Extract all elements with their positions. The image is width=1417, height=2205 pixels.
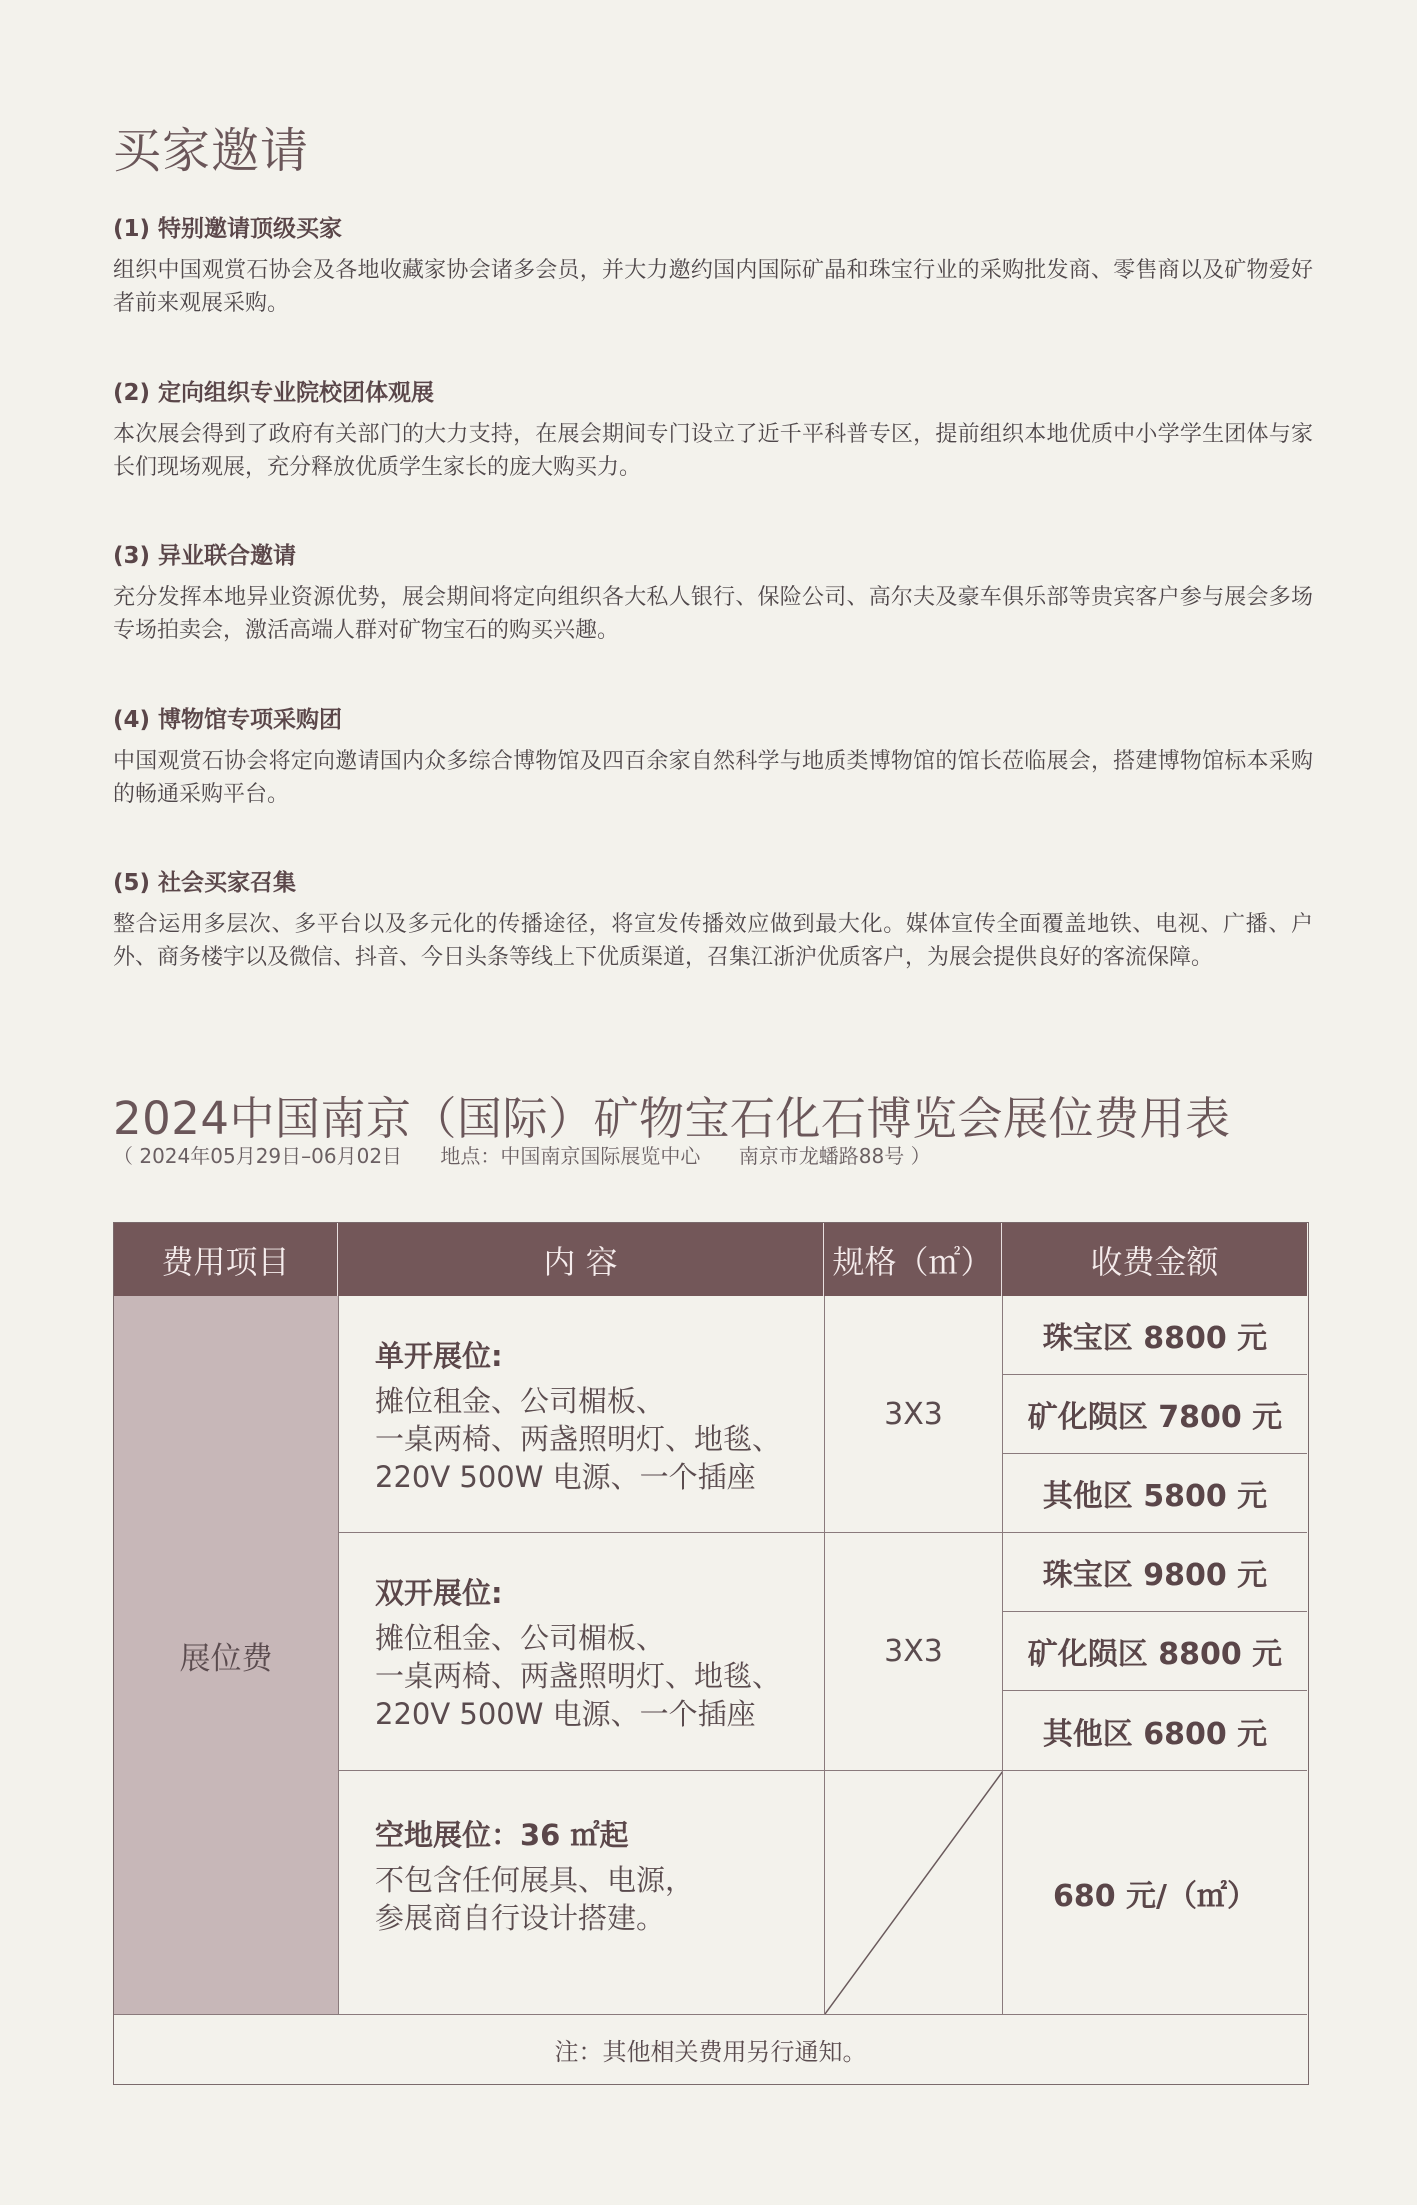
single-booth-line: 220V 500W 电源、一个插座 [375,1460,756,1494]
event-dates: （ 2024年05月29日–06月02日 [113,1144,403,1168]
event-address: 南京市龙蟠路88号 ） [738,1144,931,1168]
section-body: 本次展会得到了政府有关部门的大力支持，在展会期间专门设立了近千平科普专区，提前组织本地优质中小学学生团体与家长们现场观展，充分释放优质学生家长的庞大购买力。 [113,422,1313,480]
section-heading: (5) 社会买家召集 [113,870,297,896]
raw-space-line: 不包含任何展具、电源， [375,1863,695,1897]
invite-section-3 [113,541,1313,647]
section-heading: (4) 博物馆专项采购团 [113,707,343,733]
single-booth-spec: 3X3 [824,1296,1002,1533]
section-body: 充分发挥本地异业资源优势，展会期间将定向组织各大私人银行、保险公司、高尔夫及豪车俱乐部等贵宾客户参与展会多场专场拍卖会，激活高端人群对矿物宝石的购买兴趣。 [113,585,1313,643]
section-body: 中国观赏石协会将定向邀请国内众多综合博物馆及四百余家自然科学与地质类博物馆的馆长莅临展会，搭建博物馆标本采购的畅通采购平台。 [113,749,1313,807]
double-booth-line: 220V 500W 电源、一个插座 [375,1697,756,1731]
single-price-jewelry: 珠宝区 8800 元 [1002,1296,1307,1375]
content-double-booth [338,1533,824,1771]
double-price-mineral: 矿化陨区 8800 元 [1002,1612,1307,1691]
header-price: 收费金额 [1002,1223,1307,1296]
header-content: 内 容 [338,1223,824,1296]
raw-space-title: 空地展位：36 ㎡起 [375,1818,629,1852]
content-raw-space [338,1771,824,2014]
invite-section-2 [113,378,1313,484]
double-price-jewelry: 珠宝区 9800 元 [1002,1533,1307,1612]
double-booth-line: 一桌两椅、两盏照明灯、地毯、 [375,1659,782,1693]
single-booth-line: 摊位租金、公司楣板、 [375,1384,666,1418]
raw-space-line: 参展商自行设计搭建。 [375,1901,666,1935]
section-heading: (1) 特别邀请顶级买家 [113,216,343,242]
header-item: 费用项目 [114,1223,338,1296]
single-price-other: 其他区 5800 元 [1002,1454,1307,1533]
fee-table-subtitle [113,1140,963,1169]
double-booth-line: 摊位租金、公司楣板、 [375,1621,666,1655]
table-note: 注：其他相关费用另行通知。 [114,2014,1307,2083]
double-booth-title: 双开展位: [375,1576,503,1610]
raw-space-spec-empty [824,1771,1002,2014]
row-label-booth-fee: 展位费 [114,1296,338,2014]
fee-table [113,1222,1309,2085]
page-title: 买家邀请 [113,123,310,179]
diagonal-slash [825,1771,1003,2014]
header-spec: 规格（㎡） [824,1223,1002,1296]
raw-space-price: 680 元/（㎡） [1002,1771,1307,2014]
invite-section-1 [113,214,1313,320]
invite-section-4 [113,705,1313,811]
double-booth-spec: 3X3 [824,1533,1002,1771]
section-heading: (2) 定向组织专业院校团体观展 [113,380,435,406]
single-booth-line: 一桌两椅、两盏照明灯、地毯、 [375,1422,782,1456]
double-price-other: 其他区 6800 元 [1002,1691,1307,1771]
event-venue: 地点：中国南京国际展览中心 [440,1144,701,1168]
section-body: 组织中国观赏石协会及各地收藏家协会诸多会员，并大力邀约国内国际矿晶和珠宝行业的采购批发商、零售商以及矿物爱好者前来观展采购。 [113,258,1313,316]
invite-section-5 [113,868,1313,974]
single-price-mineral: 矿化陨区 7800 元 [1002,1375,1307,1454]
section-body: 整合运用多层次、多平台以及多元化的传播途径，将宣发传播效应做到最大化。媒体宣传全面覆盖地铁、电视、广播、户外、商务楼宇以及微信、抖音、今日头条等线上下优质渠道，召集江浙沪优质客户，为展会提供良好的客流保障。 [113,912,1313,970]
content-single-booth [338,1296,824,1533]
single-booth-title: 单开展位: [375,1339,503,1373]
fee-table-title: 2024中国南京（国际）矿物宝石化石博览会展位费用表 [113,1092,1231,1145]
section-heading: (3) 异业联合邀请 [113,543,297,569]
